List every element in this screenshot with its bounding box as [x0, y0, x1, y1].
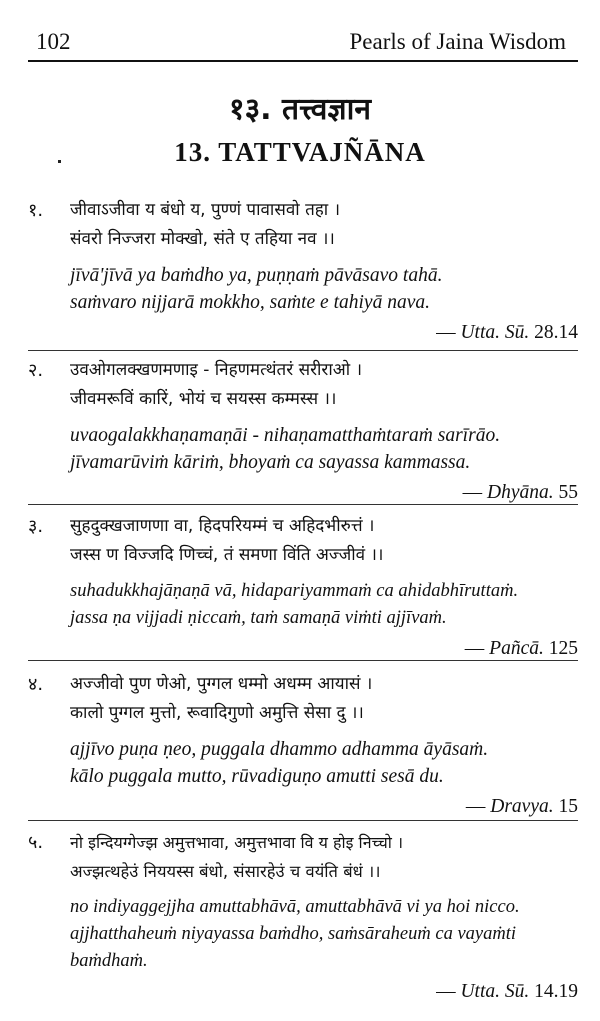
source-title: Dhyāna.	[487, 482, 554, 503]
source-title: Pañcā.	[489, 638, 544, 659]
verse-separator	[28, 504, 578, 505]
verse-devanagari-line: अज्झत्थहेउं निययस्स बंधो, संसारहेउं च वयंति बंधं ।।	[70, 862, 381, 881]
source-ref: 28.14	[534, 322, 578, 343]
verse-2	[28, 356, 578, 506]
verse-number: ५.	[28, 832, 44, 853]
book-title: Pearls of Jaina Wisdom	[349, 29, 566, 54]
verse-separator	[28, 350, 578, 351]
verse-devanagari-line: जस्स ण विज्जदि णिच्चं, तं समणा विंति अज्जीवं ।।	[70, 545, 384, 565]
source-ref: 15	[558, 796, 578, 817]
verse-devanagari-line: सुहदुक्खजाणणा वा, हिदपरियम्मं च अहिदभीरुत्तं ।	[70, 516, 375, 536]
verse-transliteration-line: jassa ṇa vijjadi ṇiccaṁ, taṁ samaṇā viṁti ajjīvaṁ.	[70, 608, 447, 628]
source-title: Utta. Sū.	[460, 981, 530, 1002]
verse-number: ३.	[28, 516, 44, 537]
source-ref: 55	[558, 482, 578, 503]
chapter-title-roman: 13. TATTVAJÑĀNA	[174, 137, 426, 167]
verse-number: २.	[28, 360, 44, 381]
verse-number: १.	[28, 200, 44, 221]
verse-number: ४.	[28, 674, 44, 695]
running-header	[36, 28, 566, 56]
verse-4	[28, 670, 578, 820]
verse-source: — Dravya. 15	[465, 796, 578, 817]
verse-transliteration-line: no indiyaggejjha amuttabhāvā, amuttabhāvā vi ya hoi nicco.	[70, 897, 520, 917]
verse-transliteration-line: saṁvaro nijjarā mokkho, saṁte e tahiyā nava.	[70, 292, 430, 313]
verse-transliteration-line: suhadukkhajāṇaṇā vā, hidapariyammaṁ ca ahidabhīruttaṁ.	[70, 581, 519, 601]
chapter-title-devanagari: १३. तत्त्वज्ञान	[228, 92, 372, 127]
verse-5	[28, 828, 578, 1005]
verse-source: — Utta. Sū. 14.19	[436, 981, 578, 1002]
source-title: Utta. Sū.	[460, 322, 530, 343]
verse-source: — Dhyāna. 55	[462, 482, 578, 503]
verse-separator	[28, 820, 578, 821]
verse-transliteration-line: kālo puggala mutto, rūvadiguṇo amutti sesā du.	[70, 766, 444, 787]
verse-separator	[28, 660, 578, 661]
verse-3	[28, 512, 578, 662]
verse-devanagari-line: कालो पुग्गल मुत्तो, रूवादिगुणो अमुत्ति सेसा दु ।।	[70, 703, 364, 723]
page-number: 102	[36, 29, 71, 54]
verse-transliteration-line: jīvā'jīvā ya baṁdho ya, puṇṇaṁ pāvāsavo tahā.	[70, 265, 443, 286]
verse-devanagari-line: अज्जीवो पुण णेओ, पुग्गल धम्मो अधम्म आयासं ।	[70, 674, 373, 694]
verse-source: — Pañcā. 125	[464, 638, 578, 659]
verse-devanagari-line: जीवमरूविं कारिं, भोयं च सयस्स कम्मस्स ।।	[70, 389, 337, 409]
source-title: Dravya.	[490, 796, 554, 817]
verse-devanagari-line: संवरो निज्जरा मोक्खो, संते ए तहिया नव ।।	[70, 229, 335, 249]
verse-transliteration-line: uvaogalakkhaṇamaṇāi - nihaṇamatthaṁtaraṁ sarīrāo.	[70, 425, 501, 446]
verse-transliteration-line: ajjhatthaheuṁ niyayassa baṁdho, saṁsāraheuṁ ca vayaṁti baṁdhaṁ.	[70, 924, 517, 971]
verse-transliteration-line: ajjīvo puṇa ṇeo, puggala dhammo adhamma āyāsaṁ.	[70, 739, 489, 760]
verse-devanagari-line: उवओगलक्खणमणाइ - निहणमत्थंतरं सरीराओ ।	[70, 360, 363, 380]
source-ref: 125	[548, 638, 578, 659]
verse-1	[28, 196, 578, 346]
verse-devanagari-line: जीवाऽजीवा य बंधो य, पुण्णं पावासवो तहा ।	[70, 200, 341, 220]
source-ref: 14.19	[534, 981, 578, 1002]
header-rule	[28, 60, 578, 62]
verse-source: — Utta. Sū. 28.14	[436, 322, 578, 343]
verse-devanagari-line: नो इन्दियग्गेज्झ अमुत्तभावा, अमुत्तभावा वि य होइ निच्चो ।	[70, 833, 404, 852]
stray-mark	[58, 160, 61, 163]
verse-transliteration-line: jīvamarūviṁ kāriṁ, bhoyaṁ ca sayassa kammassa.	[70, 452, 471, 473]
